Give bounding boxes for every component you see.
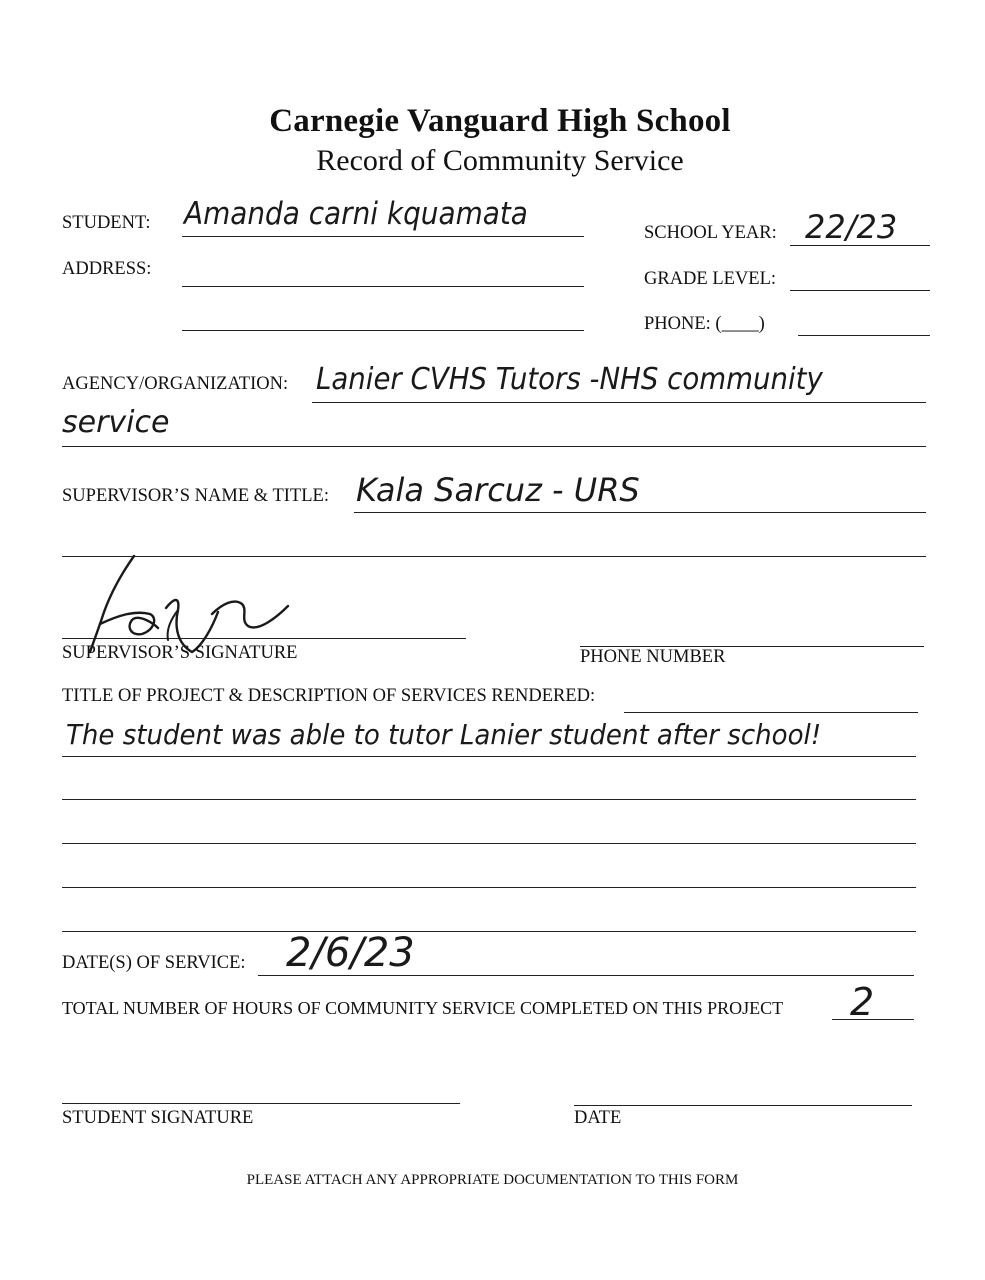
supervisor-line-1 xyxy=(354,512,926,513)
hours-value[interactable]: 2 xyxy=(850,980,875,1024)
address-label: ADDRESS: xyxy=(62,259,152,279)
project-line-2[interactable] xyxy=(62,799,916,800)
date-label: DATE xyxy=(574,1108,622,1128)
project-value[interactable]: The student was able to tutor Lanier student after school! xyxy=(66,718,822,751)
student-signature-line[interactable] xyxy=(62,1103,460,1104)
supervisor-signature-scribble[interactable] xyxy=(62,548,322,658)
project-line-1 xyxy=(62,756,916,757)
project-line-0 xyxy=(624,712,918,713)
project-line-3[interactable] xyxy=(62,843,916,844)
agency-line-1 xyxy=(312,402,926,403)
agency-label: AGENCY/ORGANIZATION: xyxy=(62,374,289,394)
dates-label: DATE(S) OF SERVICE: xyxy=(62,953,246,973)
student-label: STUDENT: xyxy=(62,213,151,233)
address-line-1[interactable] xyxy=(182,286,584,287)
supervisor-label: SUPERVISOR’S NAME & TITLE: xyxy=(62,486,329,506)
agency-value-line2[interactable]: service xyxy=(62,405,170,440)
phone-label: PHONE: (____) xyxy=(644,314,765,334)
phone-number-label: PHONE NUMBER xyxy=(580,647,726,667)
school-year-value[interactable]: 22/23 xyxy=(805,208,898,246)
student-signature-label: STUDENT SIGNATURE xyxy=(62,1108,254,1128)
school-name: Carnegie Vanguard High School xyxy=(269,103,731,139)
student-name-value[interactable]: Amanda carni kquamata xyxy=(184,196,528,232)
dates-value[interactable]: 2/6/23 xyxy=(286,930,415,976)
footer-note: PLEASE ATTACH ANY APPROPRIATE DOCUMENTATION TO THIS FORM xyxy=(246,1172,739,1188)
student-line xyxy=(182,236,584,237)
hours-label: TOTAL NUMBER OF HOURS OF COMMUNITY SERVICE COMPLETED ON THIS PROJECT xyxy=(62,998,784,1018)
phone-line[interactable] xyxy=(798,335,930,336)
grade-level-line[interactable] xyxy=(790,290,930,291)
agency-line-2 xyxy=(62,446,926,447)
project-label: TITLE OF PROJECT & DESCRIPTION OF SERVICES RENDERED: xyxy=(62,686,596,706)
grade-level-label: GRADE LEVEL: xyxy=(644,269,777,289)
address-line-2[interactable] xyxy=(182,330,584,331)
date-line[interactable] xyxy=(574,1105,912,1106)
supervisor-signature-label: SUPERVISOR’S SIGNATURE xyxy=(62,643,298,663)
project-line-5[interactable] xyxy=(62,931,916,932)
form-title: Record of Community Service xyxy=(316,144,684,177)
project-line-4[interactable] xyxy=(62,887,916,888)
supervisor-value[interactable]: Kala Sarcuz - URS xyxy=(356,471,640,509)
school-year-label: SCHOOL YEAR: xyxy=(644,223,777,243)
agency-value-line1[interactable]: Lanier CVHS Tutors -NHS community xyxy=(316,362,823,397)
